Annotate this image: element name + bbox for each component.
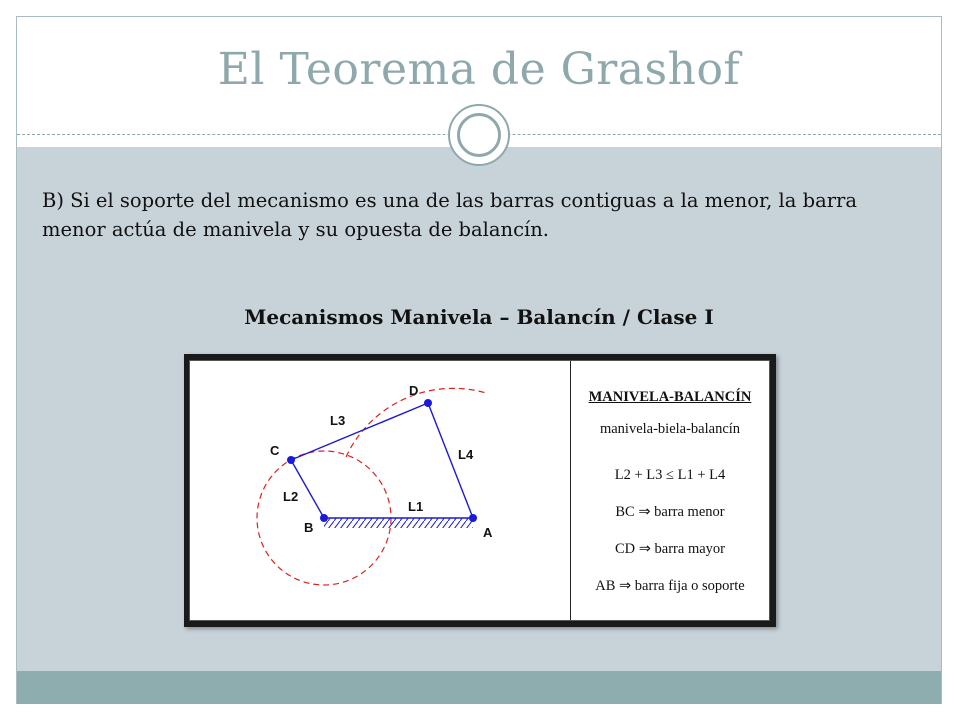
panel-subheading: manivela-biela-balancín — [599, 421, 741, 437]
divider-ring-inner — [457, 113, 501, 157]
four-bar-linkage-diagram — [190, 361, 570, 620]
figure-inner-box — [189, 360, 770, 621]
paragraph-text: B) Si el soporte del mecanismo es una de las barras contiguas a la menor, la barra menor actúa de manivela y su opuesta de balancín. — [42, 189, 857, 241]
label-link-L4: L4 — [458, 447, 474, 462]
condition-panel — [571, 361, 769, 620]
figure-subtitle: Mecanismos Manivela – Balancín / Clase I — [244, 305, 714, 329]
panel-heading: MANIVELA-BALANCÍN — [588, 389, 752, 405]
joint-C — [287, 456, 295, 464]
label-joint-B: B — [304, 520, 314, 535]
joint-A — [469, 514, 477, 522]
label-joint-D: D — [409, 383, 419, 398]
joint-B — [320, 514, 328, 522]
joint-D — [424, 399, 432, 407]
footer-band — [17, 671, 941, 704]
slide-title: El Teorema de Grashof — [217, 44, 741, 95]
panel-row: CD ⇒ barra mayor — [615, 541, 725, 557]
label-link-L3: L3 — [330, 413, 346, 428]
mechanism-figure — [184, 354, 776, 627]
label-joint-C: C — [270, 443, 280, 458]
label-link-L2: L2 — [283, 489, 299, 504]
label-link-L1: L1 — [408, 499, 424, 514]
grashof-condition: L2 + L3 ≤ L1 + L4 — [614, 467, 726, 483]
panel-row: BC ⇒ barra menor — [615, 504, 725, 520]
panel-row: AB ⇒ barra fija o soporte — [595, 578, 745, 594]
divider-ring-icon — [448, 104, 510, 166]
link-L3 — [291, 403, 428, 460]
label-joint-A: A — [483, 525, 493, 540]
ground-hatch — [324, 518, 473, 528]
